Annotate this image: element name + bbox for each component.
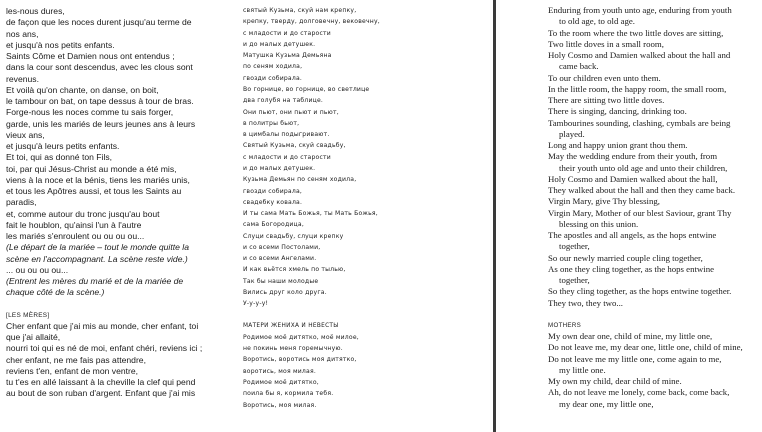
text-line: Они пьют, они пьют и пьют, (243, 108, 339, 116)
text-line: my dear one, my little one, (559, 398, 654, 409)
text-line: и до малых детушек. (243, 40, 316, 48)
text-line: Do not leave me, my dear one, little one, child of mine, (548, 342, 743, 353)
text-line: Saints Côme et Damien nous ont entendus ; (6, 51, 175, 61)
text-line: святый Кузьма, скуй нам крепку, (243, 7, 357, 14)
text-line: Кузьма Демьян по сеням ходила, (243, 176, 357, 184)
english-mothers-block (548, 331, 760, 410)
text-line: У-у-у-у! (243, 300, 269, 308)
text-line: Вились друг коло друга. (243, 289, 327, 297)
text-line: So they cling together, as the hops entwine together. (548, 286, 732, 297)
russian-mothers-block (243, 332, 443, 411)
text-line: blessing on this union. (559, 218, 639, 229)
text-line: cher enfant, ne me fais pas attendre, (6, 354, 146, 365)
text-line: Two little doves in a small room, (548, 38, 664, 49)
russian-verse-block (243, 5, 443, 310)
text-line: Long and happy union grant thou them. (548, 140, 688, 150)
text-line: My own dear one, child of mine, my little one, (548, 331, 713, 341)
text-line: vieux ans, (6, 129, 45, 140)
text-line: To our children even unto them. (548, 72, 661, 83)
text-line: They two, they two... (548, 297, 624, 308)
text-line: (Entrent les mères du marié et de la mariée de (6, 276, 184, 286)
text-line: поила бы я, кормила тебя. (243, 390, 334, 398)
text-line: chaque côté de la scène.) (6, 287, 105, 298)
text-line: (Le départ de la mariée – tout le monde quitte la (6, 242, 189, 253)
text-line: to old age, to old age. (559, 16, 635, 27)
text-line: There is singing, dancing, drinking too. (548, 106, 687, 117)
text-line: Слуци свадьбу, слуци крепку (243, 232, 344, 240)
english-verse-block (548, 5, 760, 309)
text-line: Virgin Mary, give Thy blessing, (548, 196, 660, 207)
text-line: два голубя на таблице. (243, 97, 324, 105)
text-line: Святый Кузьма, скуй свадьбу, (243, 142, 346, 150)
text-line: Родимое моё дитятко, (243, 379, 319, 386)
text-line: не покинь меня горемычную. (243, 345, 343, 353)
text-line: So our newly married couple cling together, (548, 252, 703, 263)
text-line: came back. (559, 61, 599, 72)
text-line: au bout de son ruban d'argent. Enfant que j'ai mis (6, 388, 196, 399)
text-line: May the wedding endure from their youth, from (548, 151, 718, 162)
french-mothers-block (6, 321, 234, 400)
text-line: Virgin Mary, Mother of our blest Saviour, grant Thy (548, 207, 732, 218)
text-line: свадебку ковала. (243, 198, 303, 206)
text-line: Так бы наши молодые (243, 277, 319, 285)
text-line: together, (559, 275, 590, 285)
text-line: воротись, моя милая. (243, 367, 316, 375)
text-line: Матушка Кузьма Демьяна (243, 52, 332, 60)
text-line: и до малых детушек. (243, 164, 316, 172)
right-page (496, 0, 762, 432)
text-line: toi, par qui Jésus-Christ au monde a été mis, (6, 163, 177, 174)
text-line: с младости и до старости (243, 29, 331, 37)
russian-column (243, 5, 443, 411)
text-line: tu t'es en allé laissant à la cheville la clef qui pend (6, 377, 196, 387)
text-line: Во горнице, во горнице, во светлице (243, 85, 370, 93)
text-line: гвозди собирала, (243, 187, 303, 195)
text-line: de façon que les noces durent jusqu'au terme de (6, 17, 192, 28)
english-mothers-heading: MOTHERS (548, 321, 582, 329)
text-line: Воротись, моя милая. (243, 401, 317, 409)
text-line: my little one. (559, 364, 606, 375)
text-line: et, comme autour du tronc jusqu'au bout (6, 208, 160, 219)
text-line: Holy Cosmo and Damien walked about the hall and (548, 50, 731, 60)
russian-mothers-heading: МАТЕРИ ЖЕНИХА И НЕВЕСТЫ (243, 322, 339, 329)
text-line: Ah, do not leave me lonely, come back, come back, (548, 387, 730, 398)
text-line: И ты сама Мать Божья, ты Мать Божья, (243, 210, 378, 218)
text-line: There are sitting two little doves. (548, 95, 665, 105)
text-line: ... ou ou ou ou... (6, 264, 69, 275)
text-line: nos ans, (6, 28, 39, 39)
english-column (548, 5, 760, 410)
french-column (6, 6, 234, 400)
text-line: The apostles and all angels, as the hops entwine (548, 230, 717, 240)
french-verse-block (6, 6, 234, 299)
text-line: крепку, тверду, долговечну, вековечну, (243, 18, 380, 26)
text-line: по сеням ходила, (243, 63, 303, 71)
text-line: Do not leave me my little one, come again to me, (548, 353, 722, 364)
text-line: Cher enfant que j'ai mis au monde, cher enfant, toi (6, 320, 199, 331)
text-line: dans la cour sont descendus, avec les clous sont (6, 62, 193, 73)
text-line: с младости и до старости (243, 153, 331, 161)
text-line: their youth unto old age and unto their children, (559, 162, 728, 173)
text-line: et jusqu'à leurs petits enfants. (6, 141, 120, 151)
french-mothers-heading: [LES MÈRES] (6, 311, 50, 319)
text-line: fait le houblon, qu'ainsi l'un à l'autre (6, 219, 142, 230)
text-line: les-nous dures, (6, 6, 65, 16)
text-line: nourri toi qui es né de moi, enfant chéri, reviens ici ; (6, 343, 203, 354)
text-line: revenus. (6, 73, 39, 84)
text-line: в цимбалы подыгривают. (243, 131, 330, 139)
text-line: в политры бьют, (243, 119, 300, 127)
text-line: scène en l'accompagnant. La scène reste vide.) (6, 253, 188, 264)
text-line: In the little room, the happy room, the small room, (548, 83, 727, 94)
text-line: И как вьётся хмель по тылью, (243, 266, 346, 274)
text-line: и со всеми Постолами, (243, 243, 321, 251)
text-line: Enduring from youth unto age, enduring from youth (548, 5, 732, 15)
text-line: Et voilà qu'on chante, on danse, on boit, (6, 84, 159, 95)
text-line: et tous les Apôtres aussi, et tous les Saints au (6, 186, 182, 196)
text-line: reviens t'en, enfant de mon ventre, (6, 365, 139, 376)
text-line: As one they cling together, as the hops entwine (548, 263, 715, 274)
text-line: Родимое моё дитятко, моё милое, (243, 333, 359, 341)
text-line: together, (559, 241, 590, 252)
text-line: Holy Cosmo and Damien walked about the hall, (548, 173, 718, 184)
text-line: гвозди собирала. (243, 74, 303, 82)
text-line: сама Богородица, (243, 221, 304, 229)
text-line: viens à la noce et la bénis, tiens les mariés unis, (6, 174, 190, 185)
text-line: My own my child, dear child of mine. (548, 376, 682, 386)
text-line: Forge-nous les noces comme tu sais forger, (6, 107, 174, 118)
text-line: played. (559, 128, 585, 139)
text-line: To the room where the two little doves are sitting, (548, 27, 724, 38)
text-line: le tambour on bat, on tape dessus à tour de bras. (6, 96, 194, 106)
text-line: и со всеми Ангелами. (243, 255, 317, 263)
text-line: et jusqu'à nos petits enfants. (6, 39, 115, 50)
text-line: que j'ai allaité, (6, 332, 61, 342)
text-line: Tambourines sounding, clashing, cymbals are being (548, 117, 731, 128)
text-line: They walked about the hall and then they came back. (548, 185, 736, 195)
text-line: les mariés s'enroulent ou ou ou ou... (6, 231, 145, 241)
text-line: paradis, (6, 197, 37, 208)
text-line: garde, unis les mariés de leurs jeunes ans à leurs (6, 118, 196, 129)
text-line: Воротись, воротись моя дитятко, (243, 356, 357, 364)
text-line: Et toi, qui as donné ton Fils, (6, 152, 113, 163)
